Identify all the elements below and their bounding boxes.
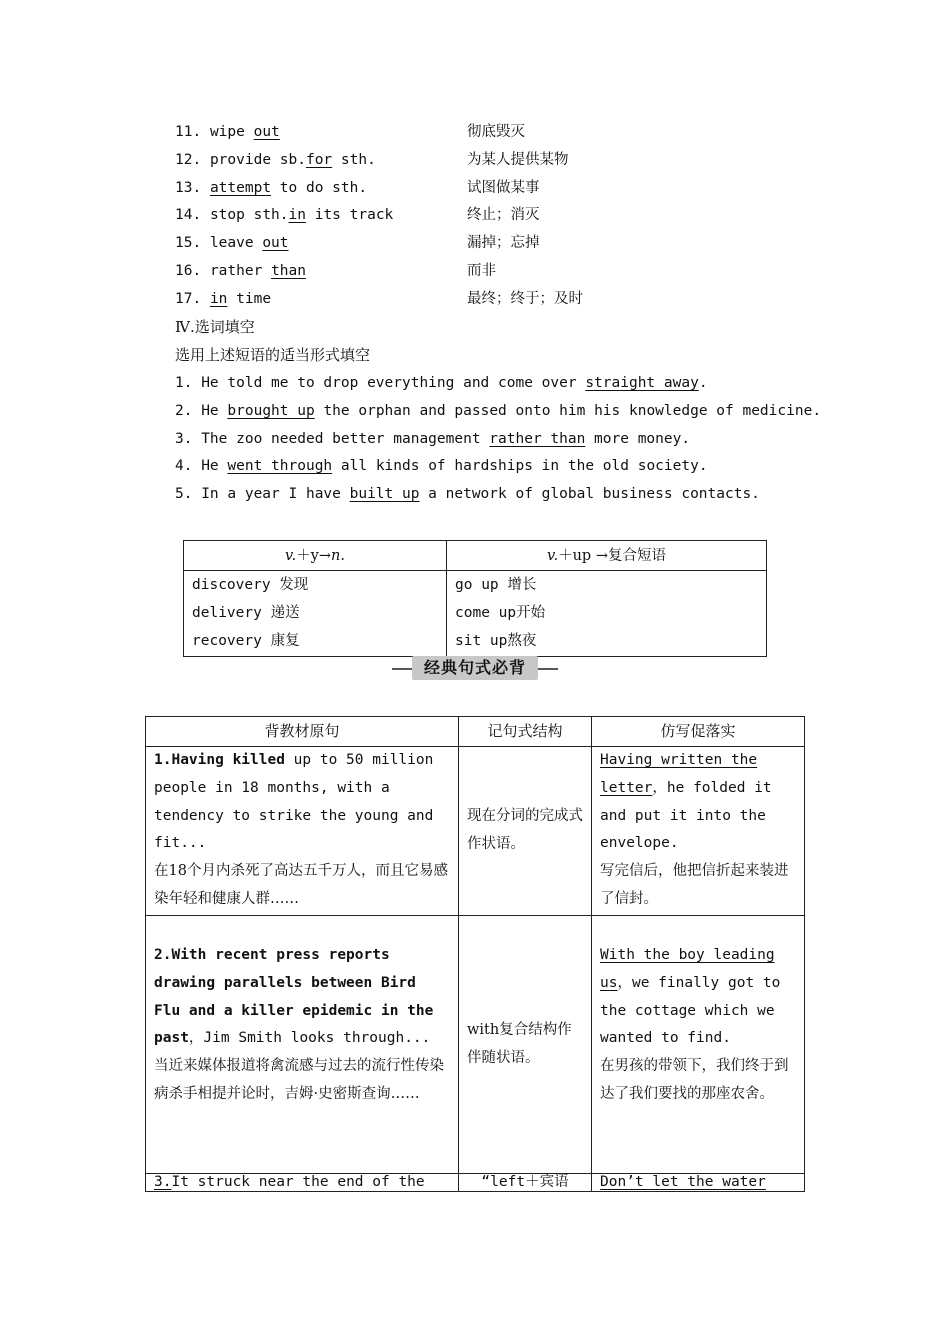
exercise-answer: brought up <box>227 402 315 419</box>
exercise-item <box>175 397 821 425</box>
row2-imitation-answer: With the boy leading us <box>600 947 775 991</box>
row2-original <box>146 916 459 1174</box>
exercise-pre: In a year I have <box>201 486 350 503</box>
wf-header-right-v: v. <box>547 547 559 564</box>
phrase-post: its track <box>305 207 394 224</box>
row3-original <box>146 1174 459 1192</box>
phrase-answer: attempt <box>209 179 272 196</box>
exercise-number: 5. <box>175 486 193 503</box>
exercise-answer: rather than <box>489 430 586 447</box>
phrase-chinese: 最终；终于；及时 <box>467 290 583 307</box>
phrase-answer: in <box>288 207 306 224</box>
phrase-answer: out <box>262 235 289 252</box>
phrase-row <box>175 229 815 257</box>
exercise-answer: built up <box>349 486 420 503</box>
exercise-item <box>175 452 708 480</box>
phrase-english <box>175 257 306 285</box>
phrase-row <box>175 257 815 285</box>
row2-imitation-translation: 在男孩的带领下，我们终于到达了我们要找的那座农舍。 <box>600 1058 789 1102</box>
row1-original-translation: 在18个月内杀死了高达五千万人，而且它易感染年轻和健康人群…… <box>154 863 448 907</box>
row1-imitation-answer: Having written the letter <box>600 752 758 796</box>
wf-header-right <box>447 541 767 571</box>
banner-left-rule <box>392 668 412 670</box>
phrase-answer: out <box>253 124 280 140</box>
row3-imitation <box>592 1174 805 1192</box>
phrase-chinese: 漏掉；忘掉 <box>467 235 540 252</box>
row2-imitation <box>592 916 805 1174</box>
phrase-post: time <box>227 290 272 307</box>
phrase-post: sth. <box>332 151 376 168</box>
phrase-chinese: 终止；消灭 <box>467 207 540 224</box>
row3-structure-text: “left＋宾语 <box>481 1174 569 1190</box>
exercise-item <box>175 369 708 397</box>
phrase-chinese: 彻底毁灭 <box>467 124 525 140</box>
row3-original-rest: It struck near the end of the <box>171 1174 425 1190</box>
phrase-pre: wipe <box>209 124 254 140</box>
exercise-number: 1. <box>175 375 193 391</box>
exercise-answer: went through <box>227 458 333 475</box>
row2-imitation-rest: ，we finally got to the cottage which we wanted to find. <box>600 974 781 1047</box>
wf-header-left-rest: ＋y→ <box>296 547 331 564</box>
sentence-table <box>145 716 805 1192</box>
instruction-text: 选用上述短语的适当形式填空 <box>175 346 371 364</box>
row1-imitation-rest: ，he folded it and put it into the envelope. <box>600 779 772 852</box>
exercise-pre: The zoo needed better management <box>201 430 490 447</box>
phrase-number: 14. <box>175 207 202 224</box>
phrase-chinese: 试图做某事 <box>467 179 540 196</box>
banner-title: 经典句式必背 <box>423 658 526 677</box>
phrase-row <box>175 174 815 202</box>
wf-left-item: delivery 递送 <box>192 605 300 621</box>
phrase-english <box>175 174 367 202</box>
phrase-english <box>175 118 280 146</box>
wf-header-left-n: n. <box>330 547 345 564</box>
exercise-pre: He told me to drop everything and come over <box>201 375 586 391</box>
row1-structure-text: 现在分词的完成式作状语。 <box>467 808 583 852</box>
wf-right-item: go up 增长 <box>455 577 537 593</box>
row1-original-bold: 1.Having killed <box>154 752 285 768</box>
exercise-post: all kinds of hardships in the old society. <box>332 458 708 475</box>
section-heading: Ⅳ.选词填空 <box>175 318 255 336</box>
phrase-number: 17. <box>175 290 202 307</box>
row2-original-bold: 2.With recent press reports drawing parallels between Bird Flu and a killer epidemic in the past <box>154 947 434 1047</box>
exercise-pre: He <box>201 402 228 419</box>
row1-structure <box>459 747 592 916</box>
phrase-chinese: 而非 <box>467 263 496 279</box>
row1-original <box>146 747 459 916</box>
phrase-pre: stop sth. <box>209 207 289 224</box>
row2-original-rest: ，Jim Smith looks through... <box>188 1030 431 1047</box>
wf-left-item: discovery 发现 <box>192 577 309 593</box>
row2-original-translation: 当近来媒体报道将禽流感与过去的流行性传染病杀手相提并论时，吉姆·史密斯查询…… <box>154 1058 444 1102</box>
header-structure: 记句式结构 <box>459 717 592 747</box>
exercise-number: 4. <box>175 458 193 475</box>
wf-header-right-rest: ＋up →复合短语 <box>558 547 666 564</box>
phrase-number: 13. <box>175 179 202 196</box>
phrase-chinese: 为某人提供某物 <box>467 151 569 168</box>
phrase-english <box>175 201 393 229</box>
wf-right-item: come up开始 <box>455 605 546 621</box>
wf-left-item: recovery 康复 <box>192 633 300 649</box>
phrase-row <box>175 285 815 313</box>
phrase-pre: provide sb. <box>209 151 306 168</box>
row3-imitation-answer: Don’t let the water <box>600 1174 766 1190</box>
header-original: 背教材原句 <box>146 717 459 747</box>
phrase-number: 16. <box>175 263 202 279</box>
banner-right-rule <box>538 668 558 670</box>
exercise-number: 2. <box>175 402 193 419</box>
phrase-english <box>175 229 289 257</box>
phrase-english <box>175 285 271 313</box>
section-banner <box>392 655 558 681</box>
phrase-row <box>175 146 815 174</box>
wf-right-cell <box>447 571 767 657</box>
exercise-number: 3. <box>175 430 193 447</box>
row3-structure <box>459 1174 592 1192</box>
row1-imitation-translation: 写完信后，他把信折起来装进了信封。 <box>600 863 789 907</box>
row2-structure <box>459 916 592 1174</box>
phrase-pre: rather <box>209 263 272 279</box>
wf-right-item: sit up熬夜 <box>455 633 537 649</box>
exercise-post: more money. <box>585 430 691 447</box>
phrase-post: to do sth. <box>271 179 368 196</box>
phrase-number: 15. <box>175 235 202 252</box>
phrase-answer: than <box>271 263 306 279</box>
phrase-number: 12. <box>175 151 202 168</box>
phrase-number: 11. <box>175 124 202 140</box>
row1-original-rest: up to 50 million people in 18 months, with a tendency to strike the young and fit... <box>154 752 434 852</box>
phrase-english <box>175 146 376 174</box>
header-imitation: 仿写促落实 <box>592 717 805 747</box>
exercise-item <box>175 480 760 508</box>
wf-left-cell <box>184 571 447 657</box>
wf-header-left <box>184 541 447 571</box>
exercise-post: a network of global business contacts. <box>419 486 760 503</box>
exercise-item <box>175 425 690 453</box>
phrase-answer: for <box>305 151 333 168</box>
phrase-pre: leave <box>209 235 263 252</box>
row1-imitation <box>592 747 805 916</box>
exercise-post: the orphan and passed onto him his knowledge of medicine. <box>314 402 822 419</box>
exercise-answer: straight away <box>585 375 699 391</box>
phrase-row <box>175 201 815 229</box>
exercise-post: . <box>698 375 708 391</box>
phrase-answer: in <box>209 290 228 307</box>
row3-original-num: 3. <box>154 1174 172 1190</box>
exercise-pre: He <box>201 458 228 475</box>
phrase-row <box>175 118 815 146</box>
wf-header-left-v: v. <box>285 547 297 564</box>
word-formation-table <box>183 540 767 657</box>
row2-structure-text: with复合结构作伴随状语。 <box>467 1021 572 1066</box>
